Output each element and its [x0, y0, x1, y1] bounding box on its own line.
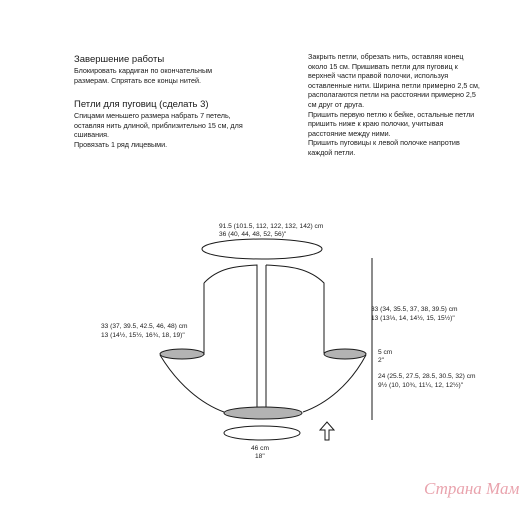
lower-length-label-in: 9½ (10, 10¾, 11¼, 12, 12½)" — [378, 382, 464, 389]
cuff-label-in: 2" — [378, 357, 385, 364]
top-width-label-cm: 91.5 (101.5, 112, 122, 132, 142) cm — [219, 223, 324, 230]
bottom-width-label-cm: 46 cm — [251, 445, 269, 452]
knit-direction-arrow-icon — [320, 422, 334, 440]
bottom-hem-ellipse — [224, 407, 302, 419]
finishing-title: Завершение работы — [74, 54, 165, 65]
left-cuff-ellipse — [160, 349, 204, 359]
watermark-logo: Страна Мам — [424, 479, 520, 498]
cuff-label-cm: 5 cm — [378, 349, 393, 356]
right-hem-curve — [303, 355, 366, 412]
top-width-label-in: 36 (40, 44, 48, 52, 56)" — [219, 231, 287, 238]
buttonholes-title: Петли для пуговиц (сделать 3) — [74, 99, 209, 110]
right-front-outline — [266, 265, 324, 353]
bottom-width-label-in: 18" — [255, 453, 265, 460]
sleeve-width-label-cm: 33 (37, 39.5, 42.5, 46, 48) cm — [101, 323, 188, 330]
bottom-width-ellipse — [224, 426, 300, 440]
continuation-text: Закрыть петли, обрезать нить, оставляя конец около 15 см. Пришивать петли для пуговиц к верхней части правой полочки, используя оставленные нити. Ширина петли примерно 2,5 см, располагаются петли на расстоянии примерно 2,5 см друг от друга. Пришить первую петлю к бейке, остальные петли пришить ниже к краю полочки, учитывая расстояние между ними. Пришить пуговицы к левой полочке напротив каждой петли. — [308, 52, 480, 157]
left-front-outline — [204, 265, 257, 412]
lower-length-label-cm: 24 (25.5, 27.5, 28.5, 30.5, 32) cm — [378, 373, 476, 380]
body-length-label-in: 13 (13⅓, 14, 14½, 15, 15½)" — [371, 315, 455, 322]
body-outline — [160, 265, 366, 412]
body-length-label-cm: 33 (34, 35.5, 37, 38, 39.5) cm — [371, 306, 458, 313]
right-cuff-ellipse — [324, 349, 366, 359]
left-hem-curve — [160, 355, 224, 412]
finishing-text: Блокировать кардиган по окончательным размерам. Спрятать все концы нитей. — [74, 66, 213, 85]
buttonholes-text: Спицами меньшего размера набрать 7 петель, оставляя нить длиной, приблизительно 15 см, для сшивания. Провязать 1 ряд лицевыми. — [74, 111, 243, 149]
sleeve-width-label-in: 13 (14½, 15½, 16¾, 18, 19)" — [101, 332, 185, 339]
top-width-ellipse — [202, 239, 322, 259]
